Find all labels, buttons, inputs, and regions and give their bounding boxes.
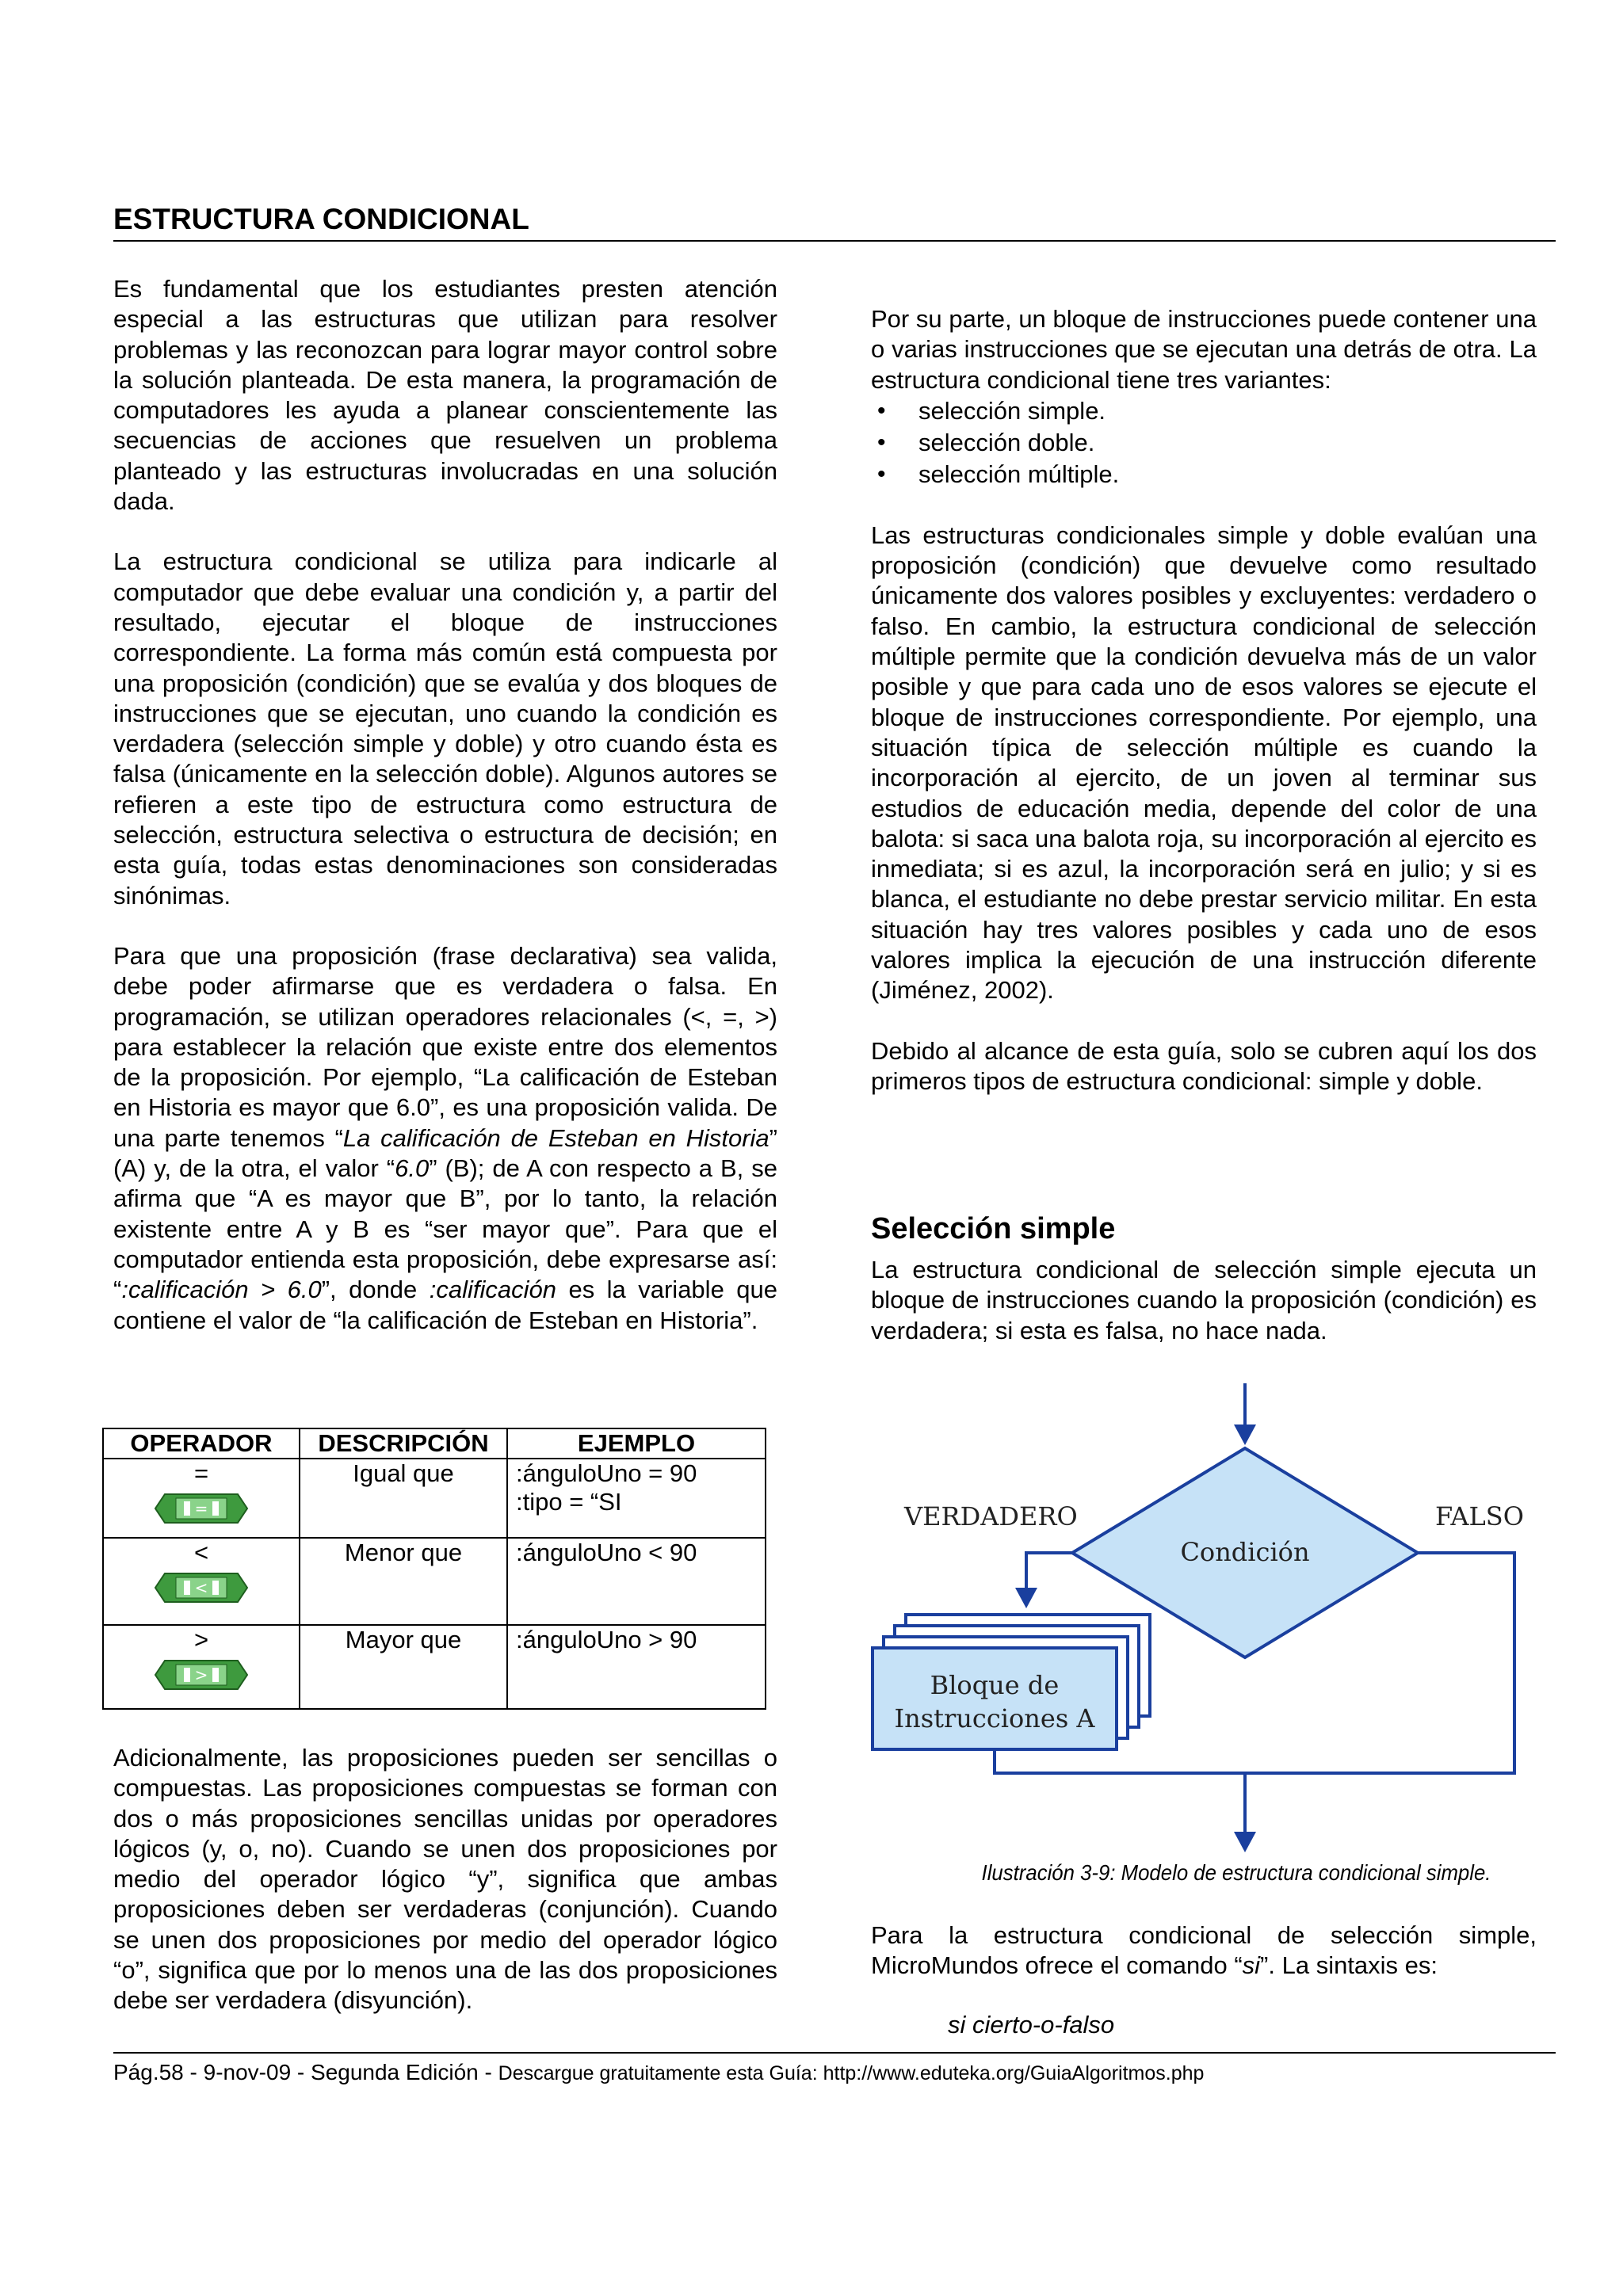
- operator-cell: [103, 1538, 300, 1625]
- true-branch-line: [1026, 1553, 1072, 1592]
- right-paragraph-3: Debido al alcance de esta guía, solo se cubren aquí los dos primeros tipos de estructura condicional: simple y doble.: [871, 1036, 1537, 1095]
- italic-run: :calificación > 6.0: [121, 1276, 322, 1304]
- variants-list: [871, 395, 1537, 490]
- italic-run: La calificación de Esteban en Historia: [342, 1123, 769, 1152]
- left-paragraph-3: [113, 941, 777, 1336]
- list-item: • selección múltiple.: [871, 459, 1537, 490]
- example-line: :ánguloUno < 90: [516, 1539, 697, 1566]
- description-cell: Igual que: [300, 1459, 507, 1538]
- syntax-example: si cierto-o-falso: [948, 2011, 1115, 2039]
- example-cell: [507, 1538, 766, 1625]
- table-row: [103, 1625, 766, 1709]
- footer-main: Pág.58 - 9-nov-09 - Segunda Edición -: [113, 2060, 492, 2084]
- greater-than-button-icon: [152, 1657, 250, 1692]
- right-paragraph-5: [871, 1920, 1537, 1981]
- arrow-head-icon: [1234, 1832, 1256, 1852]
- svg-text:=: =: [194, 1499, 208, 1518]
- operator-cell: [103, 1459, 300, 1538]
- page-title: ESTRUCTURA CONDICIONAL: [113, 203, 529, 235]
- example-line: :ánguloUno > 90: [516, 1626, 697, 1653]
- text-run: Para la estructura condicional de selección simple, MicroMundos ofrece el comando “: [871, 1921, 1537, 1980]
- table-row: [103, 1459, 766, 1538]
- italic-run: :calificación: [429, 1276, 556, 1304]
- right-column-bottom: [871, 1920, 1537, 1981]
- description-cell: Mayor que: [300, 1625, 507, 1709]
- text-run: Para que una proposición (frase declarativa) sea valida, debe poder afirmarse que es verdadera o falsa. En programación, se utilizan operadores relacionales (<, =, >) para establecer la relación que existe entre dos elementos de la proposición. Por ejemplo, “La calificación de Esteban en Historia es mayor que 6.0”, es una proposición valida. De una parte tenemos “: [113, 941, 777, 1152]
- operators-table: [102, 1428, 766, 1710]
- section-heading: Selección simple: [871, 1212, 1116, 1245]
- figure-caption: Ilustración 3-9: Modelo de estructura condicional simple.: [981, 1860, 1491, 1885]
- flowchart-diagram: [871, 1379, 1537, 1870]
- operator-symbol: >: [193, 1626, 209, 1653]
- operator-symbol: <: [193, 1539, 209, 1566]
- left-paragraph-1: Es fundamental que los estudiantes presten atención especial a las estructuras que utilizan para resolver problemas y las reconozcan para lograr mayor control sobre la solución planteada. De esta manera, la programación de computadores les ayuda a planear conscientemente las secuencias de acciones que resuelven un problema planteado y las estructuras involucradas en una solución dada.: [113, 275, 777, 516]
- merge-line: [995, 1749, 1245, 1773]
- header-description: DESCRIPCIÓN: [300, 1428, 507, 1459]
- text-run: ” (A) y, de la otra, el valor “: [113, 1123, 777, 1183]
- footer-divider: [113, 2052, 1556, 2054]
- description-cell: Menor que: [300, 1538, 507, 1625]
- false-label: FALSO: [1435, 1501, 1524, 1531]
- list-item: • selección simple.: [871, 395, 1537, 427]
- true-label: VERDADERO: [904, 1501, 1078, 1531]
- svg-text:<: <: [194, 1578, 208, 1597]
- text-run: ”. La sintaxis es:: [1260, 1951, 1438, 1980]
- text-run: es la variable que contiene el valor de “la calificación de Esteban en Historia”.: [113, 1276, 777, 1334]
- right-column-intro: [871, 1255, 1537, 1346]
- block-label-line-1: Bloque de: [930, 1670, 1060, 1700]
- example-line: :tipo = “SI: [516, 1488, 622, 1516]
- table-row: [103, 1538, 766, 1625]
- right-column-top: [871, 304, 1537, 1097]
- header-example: EJEMPLO: [507, 1428, 766, 1459]
- arrow-head-icon: [1234, 1425, 1256, 1445]
- italic-run: si: [1242, 1951, 1261, 1980]
- less-than-button-icon: [152, 1570, 250, 1605]
- left-column: [113, 274, 777, 1336]
- left-paragraph-4: Adicionalmente, las proposiciones pueden ser sencillas o compuestas. Las proposiciones compuestas se forman con dos o más proposiciones sencillas unidas por operadores lógicos (y, o, no). Cuando se unen dos proposiciones por medio del operador lógico “y”, significa que ambas proposiciones deben ser verdaderas (conjunción). Cuando se unen dos proposiciones por medio del operador lógico “o”, significa que por lo menos una de las dos proposiciones debe ser verdadera (disyunción).: [113, 1744, 777, 2015]
- right-paragraph-4: La estructura condicional de selección simple ejecuta un bloque de instrucciones cuando la proposición (condición) es verdadera; si esta es falsa, no hace nada.: [871, 1256, 1537, 1344]
- block-label-line-2: Instrucciones A: [894, 1703, 1095, 1733]
- page-footer: [113, 2060, 1204, 2085]
- left-paragraph-2: La estructura condicional se utiliza para indicarle al computador que debe evaluar una condición y, a partir del resultado, ejecutar el bloque de instrucciones correspondiente. La forma más común está compuesta por una proposición (condición) que se evalúa y dos bloques de instrucciones que se ejecutan, uno cuando la condición es verdadera (selección simple y doble) y otro cuando ésta es falsa (únicamente en la selección doble). Algunos autores se refieren a este tipo de estructura como estructura de selección, estructura selectiva o estructura de decisión; en esta guía, todas estas denominaciones son consideradas sinónimas.: [113, 547, 777, 910]
- arrow-head-icon: [1015, 1588, 1037, 1608]
- example-cell: [507, 1459, 766, 1538]
- operator-symbol: =: [193, 1459, 209, 1487]
- equals-button-icon: [152, 1491, 250, 1526]
- table-header-row: [103, 1428, 766, 1459]
- operator-cell: [103, 1625, 300, 1709]
- example-cell: [507, 1625, 766, 1709]
- title-divider: [113, 240, 1556, 242]
- condition-label: Condición: [1180, 1537, 1310, 1567]
- text-run: ” (B); de A con respecto a B, se afirma que “A es mayor que B”, por lo tanto, la relación existente entre A y B es “ser mayor que”. Para que el computador entienda esta proposición, debe expresarse así: “: [113, 1154, 777, 1304]
- text-run: ”, donde: [321, 1276, 430, 1304]
- header-operator: OPERADOR: [103, 1428, 300, 1459]
- left-column-bottom: [113, 1743, 777, 2016]
- italic-run: 6.0: [395, 1154, 430, 1183]
- svg-text:>: >: [194, 1665, 208, 1684]
- right-paragraph-1: Por su parte, un bloque de instrucciones puede contener una o varias instrucciones que se ejecutan una detrás de otra. La estructura condicional tiene tres variantes:: [871, 305, 1537, 394]
- list-item: • selección doble.: [871, 427, 1537, 459]
- footer-download-link[interactable]: Descargue gratuitamente esta Guía: http://www.eduteka.org/GuiaAlgoritmos.php: [498, 2062, 1205, 2084]
- example-line: :ánguloUno = 90: [516, 1459, 697, 1487]
- right-paragraph-2: Las estructuras condicionales simple y doble evalúan una proposición (condición) que devuelve como resultado únicamente dos valores posibles y excluyentes: verdadero o falso. En cambio, la estructura condicional de selección múltiple permite que la condición devuelva más de un valor posible y que para cada uno de esos valores se ejecute el bloque de instrucciones correspondiente. Por ejemplo, una situación típica de selección múltiple es cuando la incorporación al ejercito, de un joven al terminar sus estudios de educación media, depende del color de una balota: si saca una balota roja, su incorporación al ejercito es inmediata; si es azul, la incorporación será en julio; y si es blanca, el estudiante no debe prestar servicio militar. En esta situación hay tres valores posibles y cada uno de esos valores implica la ejecución de una instrucción diferente (Jiménez, 2002).: [871, 521, 1537, 1005]
